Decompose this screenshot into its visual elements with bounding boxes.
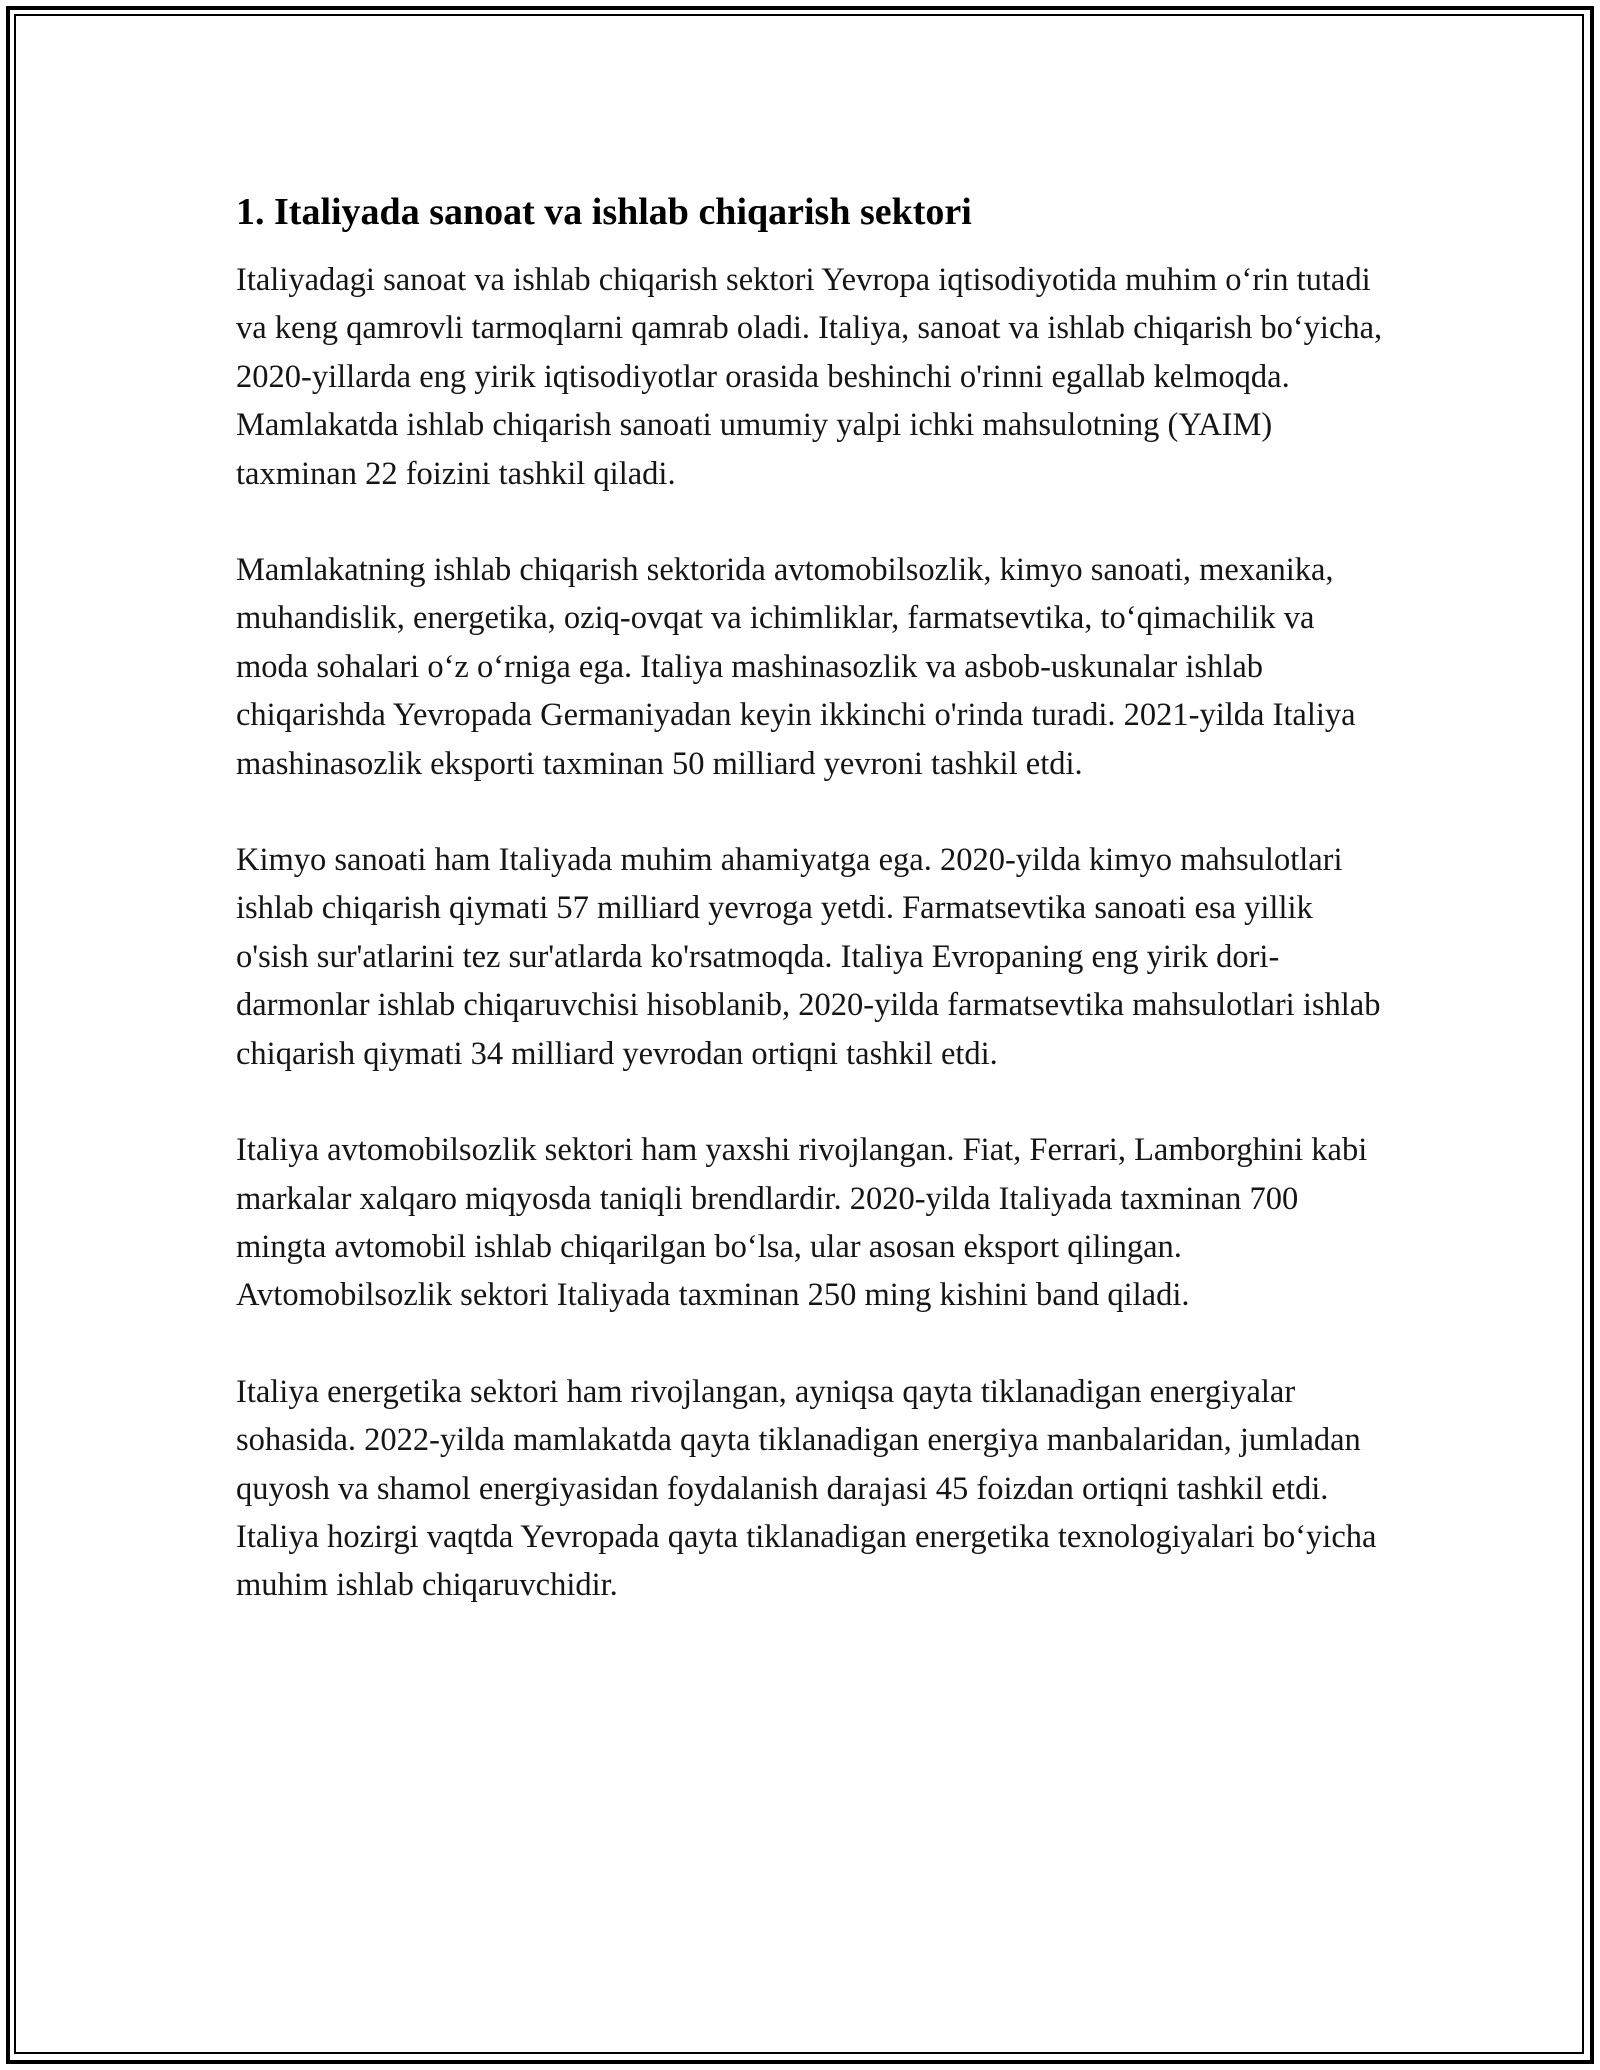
paragraph-industry-overview: Italiyadagi sanoat va ishlab chiqarish sektori Yevropa iqtisodiyotida muhim o‘rin tutadi va keng qamrovli tarmoqlarni qamrab oladi. Italiya, sanoat va ishlab chiqarish bo‘yicha, 2020-yillarda eng yirik iqtisodiyotlar orasida beshinchi o'rinni egallab kelmoqda. Mamlakatda ishlab chiqarish sanoati umumiy yalpi ichki mahsulotning (YAIM) taxminan 22 foizini tashkil qiladi. [236,262,1383,492]
paragraph-chemical-pharma: Kimyo sanoati ham Italiyada muhim ahamiyatga ega. 2020-yilda kimyo mahsulotlari ishlab chiqarish qiymati 57 milliard yevroga yetdi. Farmatsevtika sanoati esa yillik o'sish sur'atlarini tez sur'atlarda ko'rsatmoqda. Italiya Evropaning eng yirik dori-darmonlar ishlab chiqaruvchisi hisoblanib, 2020-yilda farmatsevtika mahsulotlari ishlab chiqarish qiymati 34 milliard yevrodan ortiqni tashkil etdi. [236,842,1381,1072]
document-body [236,186,1386,1658]
paragraph-energy: Italiya energetika sektori ham rivojlangan, ayniqsa qayta tiklanadigan energiyalar sohasida. 2022-yilda mamlakatda qayta tiklanadigan energiya manbalaridan, jumladan quyosh va shamol energiyasidan foydalanish darajasi 45 foizdan ortiqni tashkil etdi. Italiya hozirgi vaqtda Yevropada qayta tiklanadigan energetika texnologiyalari bo‘yicha muhim ishlab chiqaruvchidir. [236,1373,1377,1604]
document-heading: 1. Italiyada sanoat va ishlab chiqarish sektori [236,191,972,233]
paragraph-automotive: Italiya avtomobilsozlik sektori ham yaxshi rivojlangan. Fiat, Ferrari, Lamborghini kabi markalar xalqaro miqyosda taniqli brendlardir. 2020-yilda Italiyada taxminan 700 mingta avtomobil ishlab chiqarilgan bo‘lsa, ular asosan eksport qilingan. Avtomobilsozlik sektori Italiyada taxminan 250 ming kishini band qiladi. [236,1132,1368,1314]
paragraph-manufacturing-sectors: Mamlakatning ishlab chiqarish sektorida avtomobilsozlik, kimyo sanoati, mexanika, muhandislik, energetika, oziq-ovqat va ichimliklar, farmatsevtika, to‘qimachilik va moda sohalari o‘z o‘rniga ega. Italiya mashinasozlik va asbob-uskunalar ishlab chiqarishda Yevropada Germaniyadan keyin ikkinchi o'rinda turadi. 2021-yilda Italiya mashinasozlik eksporti taxminan 50 milliard yevroni tashkil etdi. [236,552,1356,782]
